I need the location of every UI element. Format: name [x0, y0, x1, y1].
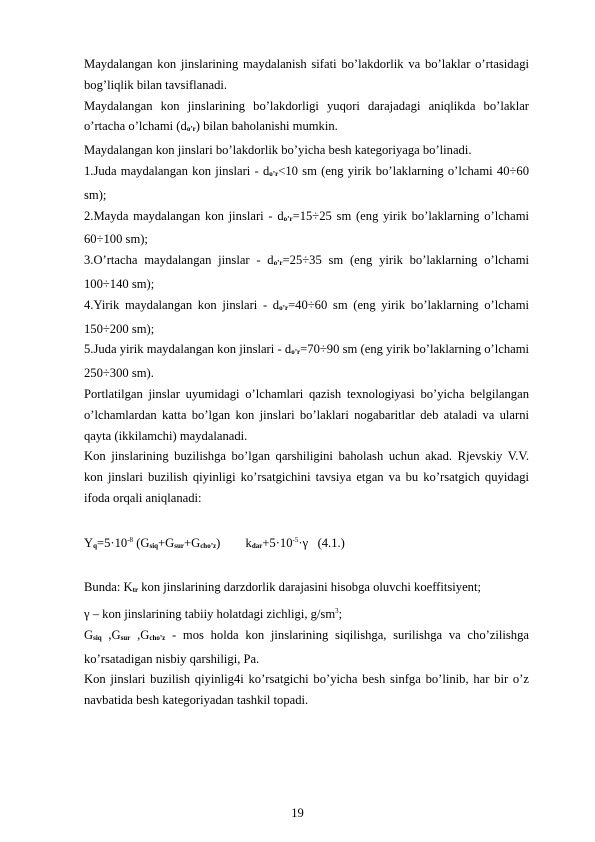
text: Kon jinslarining buzilishga bo’lgan qarshiligini baholash uchun akad. Rjevskiy V.V. kon jinslari buzilish qiyinligi ko’rsatgichini tavsiya etgan va bu ko’rsatgich quyidagi ifoda orqali aniqlanadi: — [84, 449, 529, 505]
list-item-3 — [84, 250, 529, 295]
text: <10 sm (eng yirik bo’laklarning o’lchami 40÷60 sm); — [84, 163, 529, 202]
paragraph-rzhevsky — [84, 446, 529, 508]
list-item-2 — [84, 206, 529, 251]
subscript: tr — [132, 586, 139, 595]
formula-text: k — [245, 535, 252, 550]
text: =25÷35 sm (eng yirik bo’laklarning o’lchami 100÷140 sm); — [84, 253, 529, 291]
formula-text: ·γ (4.1.) — [298, 535, 345, 550]
text: =70÷90 sm (eng yirik bo’laklarning o’lchami 250÷300 sm). — [84, 342, 530, 381]
formula-exponent: -5 — [292, 535, 299, 544]
text: ; — [338, 606, 343, 621]
text: Maydalangan kon jinslarining maydalanish sifati bo’lakdorlik va bo’laklar o’rtasidagi bog’liqlik bilan tavsiflanadi. — [84, 57, 529, 92]
text: =15÷25 sm (eng yirik bo’laklarning o’lchami 60÷100 sm); — [84, 208, 529, 247]
paragraph-quality — [84, 54, 529, 96]
formula-text: Y — [84, 535, 94, 550]
list-item-1 — [84, 161, 529, 206]
text: Bunda: K — [84, 580, 133, 595]
text: 3.O’rtacha maydalangan jinslar - d — [84, 253, 274, 268]
formula-subscript: siq — [149, 541, 159, 550]
text: ,G — [101, 627, 121, 642]
text: 2.Mayda maydalangan kon jinslari - d — [84, 208, 284, 223]
text: γ – kon jinslarining tabiiy holatdagi zichligi, g/sm — [84, 606, 336, 621]
subscript: o’r — [273, 259, 283, 268]
subscript: siq — [93, 633, 102, 642]
formula-subscript: cho’z — [200, 541, 217, 550]
formula-text: =5·10 — [97, 535, 128, 550]
text: Portlatilgan jinslar uyumidagi o’lchamlari qazish texnologiyasi bo’yicha belgilangan o’lchamlardan katta bo’lgan kon jinslari bo’laklari nogabaritlar deb ataladi va ularni qayta (ikkilamchi) maydalanadi. — [84, 386, 529, 443]
formula-text: (G — [133, 535, 150, 550]
page-number: 19 — [291, 806, 304, 820]
text: Maydalangan kon jinslari bo’lakdorlik bo’yicha besh kategoriyaga bo’linadi. — [84, 143, 472, 158]
subscript: cho’z — [149, 633, 166, 642]
document-body — [84, 54, 529, 711]
paragraph-categories-intro — [84, 140, 529, 161]
subscript: o’r — [186, 125, 196, 134]
text: ) bilan baholanishi mumkin. — [195, 119, 338, 134]
text: Maydalangan kon jinslarining bo’lakdorligi yuqori darajadagi aniqlikda bo’laklar o’rtacha o’lchami (d — [84, 98, 529, 134]
formula-text: ) — [216, 535, 221, 550]
subscript: o’r — [269, 169, 279, 178]
text: kon jinslarining darzdorlik darajasini hisobga oluvchi koeffitsiyent; — [138, 580, 481, 595]
text: =40÷60 sm (eng yirik bo’laklarning o’lchami 150÷200 sm); — [84, 297, 529, 336]
list-item-4 — [84, 295, 529, 340]
text: ,G — [130, 627, 150, 642]
formula-subscript: dar — [251, 541, 263, 550]
definition-g-resistances — [84, 625, 529, 670]
formula-subscript: q — [93, 541, 98, 550]
superscript: 3 — [335, 606, 339, 615]
formula-text: +G — [158, 535, 175, 550]
subscript: o’r — [279, 303, 289, 312]
formula-text: +G — [183, 535, 201, 550]
text: 4.Yirik maydalangan kon jinslari - d — [84, 297, 280, 312]
text: 1.Juda maydalangan kon jinslari - d — [84, 163, 270, 178]
subscript: o’r — [283, 214, 293, 223]
text: Kon jinslari buzilish qiyinlig4i ko’rsatgichi bo’yicha besh sinfga bo’linib, har bir o’z navbatida besh kategoriyadan tashkil topadi. — [84, 672, 529, 708]
definition-ktr — [84, 577, 529, 601]
formula-4-1 — [84, 530, 529, 557]
formula-text: +5·10 — [262, 535, 293, 550]
paragraph-classes — [84, 669, 529, 711]
spacer — [84, 556, 529, 577]
formula-subscript: sur — [174, 541, 184, 550]
subscript: sur — [120, 633, 131, 642]
text: 5.Juda yirik maydalangan kon jinslari - d — [84, 342, 292, 357]
spacer — [84, 509, 529, 530]
list-item-5 — [84, 339, 529, 384]
text: G — [84, 627, 94, 642]
text: - mos holda kon jinslarining siqilishga, surilishga va cho’zilishga ko’rsatadigan nisbiy qarshiligi, Pa. — [84, 627, 529, 666]
formula-gap — [220, 536, 245, 550]
paragraph-oversize — [84, 384, 529, 446]
subscript: o’r — [291, 348, 301, 357]
definition-gamma — [84, 601, 529, 625]
paragraph-average-size — [84, 96, 529, 141]
formula-exponent: -8 — [127, 535, 134, 544]
